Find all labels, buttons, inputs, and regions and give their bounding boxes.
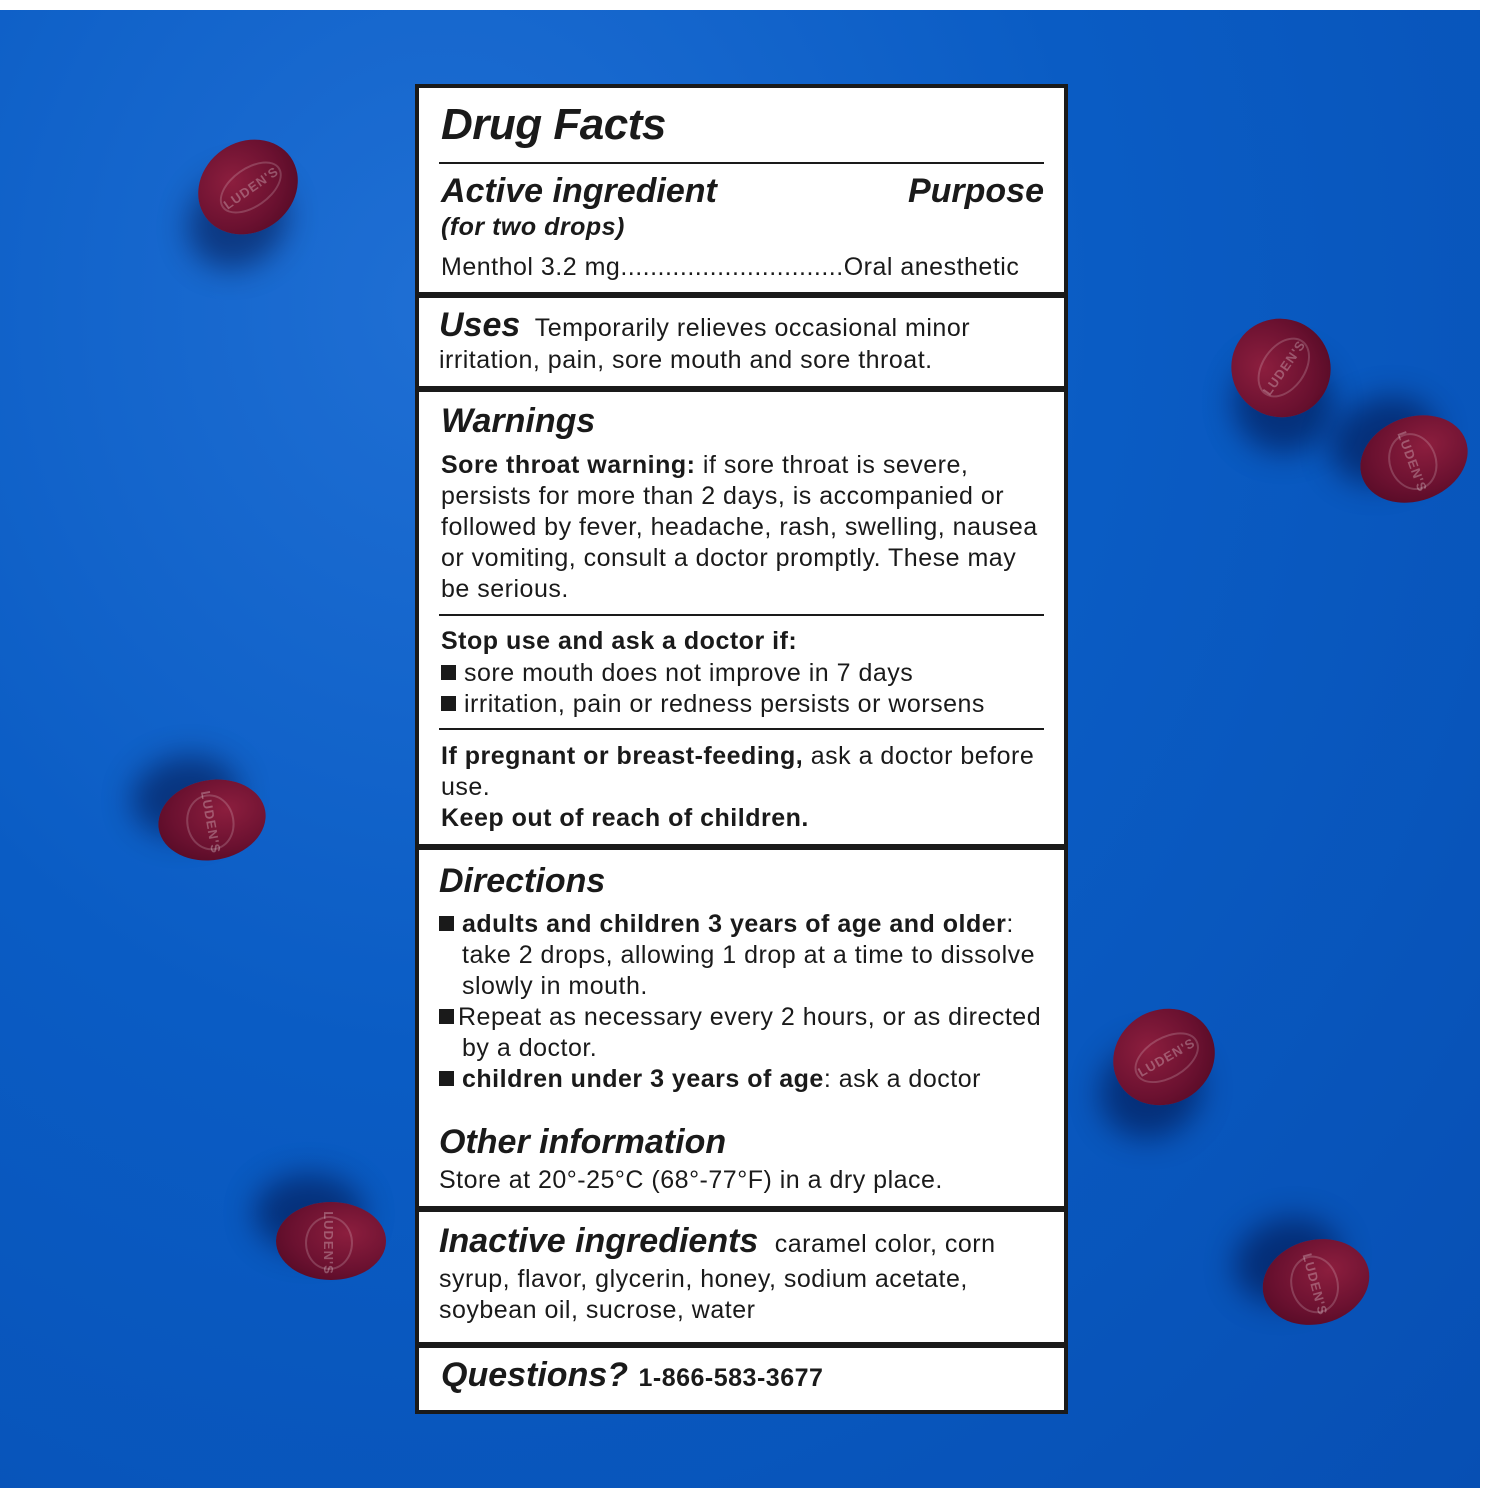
bullet-square-icon (439, 916, 454, 931)
sore-throat-line: followed by fever, headache, rash, swelling, nausea (441, 513, 1038, 541)
questions-heading: Questions? (441, 1356, 629, 1394)
bullet-square-icon (441, 696, 456, 711)
lozenge-emboss: LUDEN'S (1380, 426, 1445, 497)
direction-text: Repeat as necessary every 2 hours, or as directed (458, 1003, 1042, 1031)
divider (439, 614, 1044, 616)
stop-use-item-text: irritation, pain or redness persists or worsens (464, 690, 985, 718)
direction-text: : ask a doctor (823, 1065, 981, 1093)
section-divider (419, 386, 1064, 392)
stop-use-label: Stop use and ask a doctor if: (441, 627, 798, 655)
stop-use-item (441, 658, 913, 689)
warnings-heading: Warnings (441, 402, 596, 440)
sore-throat-line: or vomiting, consult a doctor promptly. These may (441, 544, 1017, 572)
uses-section (439, 306, 970, 345)
active-ingredient-subheading: (for two drops) (441, 213, 625, 241)
sore-throat-line: persists for more than 2 days, is accompanied or (441, 482, 1005, 510)
phone-number: 1-866-583-3677 (638, 1364, 824, 1392)
pregnancy-text: ask a doctor before (810, 742, 1035, 770)
pregnancy-warning (441, 741, 1034, 772)
inactive-ingredients-text: soybean oil, sucrose, water (439, 1296, 756, 1324)
direction-text: take 2 drops, allowing 1 drop at a time to dissolve (462, 941, 1036, 969)
section-divider (419, 292, 1064, 298)
lozenge-emboss: LUDEN'S (210, 151, 291, 224)
ingredient-line: Menthol 3.2 mg..............................Oral anesthetic (441, 253, 1020, 281)
drug-facts-panel (415, 84, 1068, 1414)
lozenge-emboss: LUDEN'S (305, 1216, 353, 1270)
other-info-heading: Other information (439, 1123, 727, 1161)
lozenge-emboss: LUDEN'S (182, 791, 238, 854)
active-ingredient-heading: Active ingredient (441, 172, 717, 210)
inactive-ingredients-text: caramel color, corn (774, 1230, 996, 1258)
inactive-ingredients-section (439, 1222, 995, 1261)
direction-text: slowly in mouth. (462, 972, 648, 1000)
direction-label: adults and children 3 years of age and older (462, 910, 1007, 938)
bullet-square-icon (439, 1071, 454, 1086)
bullet-square-icon (439, 1009, 454, 1024)
section-divider (419, 1342, 1064, 1348)
pregnancy-text-continued: use. (441, 773, 491, 801)
lozenge-emboss: LUDEN'S (1247, 328, 1321, 408)
lozenge-emboss: LUDEN'S (1126, 1022, 1208, 1093)
other-info-text: Store at 20°-25°C (68°-77°F) in a dry place. (439, 1166, 943, 1194)
divider (439, 162, 1044, 164)
drug-facts-title: Drug Facts (441, 100, 666, 149)
uses-text: Temporarily relieves occasional minor (534, 314, 971, 342)
direction-item (439, 1002, 1041, 1033)
sore-throat-warning (441, 450, 968, 481)
direction-colon: : (1006, 910, 1014, 938)
purpose-heading: Purpose (907, 172, 1044, 210)
pregnancy-label: If pregnant or breast-feeding, (441, 742, 804, 770)
direction-label: children under 3 years of age (462, 1065, 824, 1093)
direction-item (439, 1064, 981, 1095)
section-divider (419, 1206, 1064, 1212)
sore-throat-label: Sore throat warning: (441, 451, 696, 479)
section-divider (419, 844, 1064, 850)
bullet-square-icon (441, 665, 456, 680)
sore-throat-line: be serious. (441, 575, 569, 603)
uses-heading: Uses (439, 306, 521, 344)
lozenge-6 (276, 1202, 386, 1280)
uses-text-continued: irritation, pain, sore mouth and sore throat. (439, 346, 933, 374)
divider (439, 728, 1044, 730)
direction-item (439, 909, 1014, 940)
inactive-ingredients-heading: Inactive ingredients (439, 1222, 759, 1260)
inactive-ingredients-text: syrup, flavor, glycerin, honey, sodium acetate, (439, 1265, 968, 1293)
keep-out-of-reach: Keep out of reach of children. (441, 804, 809, 832)
directions-heading: Directions (439, 862, 606, 900)
stop-use-item-text: sore mouth does not improve in 7 days (464, 659, 914, 687)
lozenge-emboss: LUDEN'S (1284, 1250, 1345, 1318)
stop-use-item (441, 689, 985, 720)
direction-text: by a doctor. (462, 1034, 598, 1062)
questions-section (441, 1356, 823, 1395)
sore-throat-text: if sore throat is severe, (702, 451, 969, 479)
